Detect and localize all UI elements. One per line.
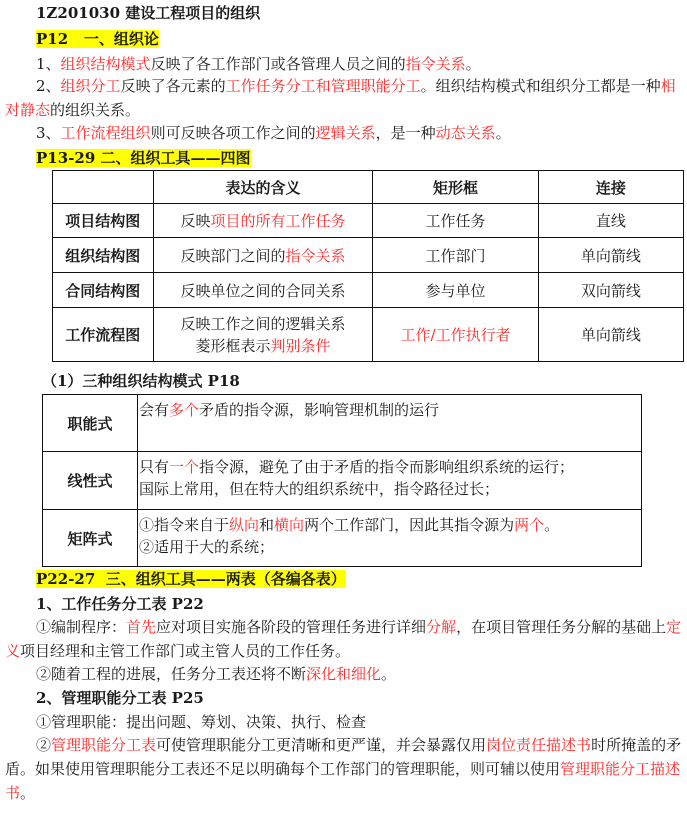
red-term: 组织结构模式 <box>60 55 151 73</box>
sub2-title: 2、管理职能分工表 P25 <box>36 689 204 707</box>
row-name: 组织结构图 <box>53 238 154 273</box>
row-box: 工作/工作执行者 <box>373 308 538 362</box>
meaning-text: 菱形框表示 <box>195 336 271 355</box>
modes-title: （1）三种组织结构模式 P18 <box>42 372 240 390</box>
item-text: 则可反映各项工作之间的 <box>150 124 316 142</box>
chapter-title: 建设工程项目的组织 <box>125 4 261 22</box>
red-term: 指令关系 <box>405 55 466 73</box>
mode-line: ②适用于大的系统； <box>139 538 275 556</box>
mode-text: 只有 <box>139 458 170 476</box>
table-row <box>53 308 684 362</box>
section2-title: 二、组织工具——四图 <box>100 149 251 167</box>
para-text: ② <box>36 736 52 754</box>
mode-description <box>138 510 642 567</box>
red-term: 深化和细化 <box>306 665 382 683</box>
table-row <box>43 452 642 510</box>
red-term: 定义 <box>5 618 682 660</box>
red-term: 动态关系 <box>435 124 496 142</box>
section1-title: 一、组织论 <box>83 30 159 48</box>
para-text: 。 <box>20 784 36 802</box>
red-term: 纵向 <box>229 516 260 534</box>
mode-text: 指令源，避免了由于矛盾的指令而影响组织系统的运行； <box>199 458 575 476</box>
section3-highlight <box>36 570 346 588</box>
mode-description <box>138 452 642 510</box>
para-text: ②随着工程的进展，任务分工表还将不断 <box>36 665 307 683</box>
red-term: 一个 <box>169 458 200 476</box>
para-text: ，在项目管理任务分解的基础上 <box>456 618 667 636</box>
four-diagrams-table <box>52 170 684 362</box>
row-meaning <box>153 204 373 238</box>
red-term: 工作任务分工和管理职能分工 <box>225 77 421 95</box>
mode-description <box>138 395 642 452</box>
row-meaning: 反映单位之间的合同关系 <box>153 273 373 308</box>
section3-heading <box>36 568 346 590</box>
mode-name: 职能式 <box>43 395 138 452</box>
meaning-text: 反映工作之间的逻辑关系 <box>180 314 346 333</box>
mode-line <box>139 456 641 478</box>
header-cell <box>53 171 154 204</box>
row-box: 参与单位 <box>373 273 538 308</box>
para-text: ①编制程序： <box>36 618 127 636</box>
item-prefix: 1、 <box>36 55 61 73</box>
red-term: 组织分工 <box>60 77 121 95</box>
mode-text: 和 <box>259 516 275 534</box>
section1-highlight <box>36 30 159 48</box>
header-cell: 连接 <box>538 171 683 204</box>
section2-page: P13-29 <box>36 149 96 167</box>
table-row <box>53 238 684 273</box>
meaning-text: 反映部门之间的 <box>180 246 286 265</box>
sub1-paragraph-1 <box>5 615 685 663</box>
red-term: 岗位责任描述书 <box>486 736 592 754</box>
red-term: 逻辑关系 <box>315 124 376 142</box>
row-link: 直线 <box>538 204 683 238</box>
row-box: 工作部门 <box>373 238 538 273</box>
table-row <box>43 395 642 452</box>
mode-line: 国际上常用，但在特大的组织系统中，指令路径过长； <box>139 480 500 498</box>
item-text: 。 <box>495 124 511 142</box>
section2-highlight <box>36 149 251 167</box>
table-row <box>53 204 684 238</box>
sub1-paragraph-2 <box>36 663 396 685</box>
mode-text: 。 <box>544 516 560 534</box>
mode-text: ①指令来自于 <box>139 516 230 534</box>
row-name: 工作流程图 <box>53 308 154 362</box>
red-term: 首先 <box>126 618 157 636</box>
row-link: 单向箭线 <box>538 308 683 362</box>
row-meaning <box>153 238 373 273</box>
sub1-title: 1、工作任务分工表 P22 <box>36 595 204 613</box>
section1-item-2 <box>5 74 685 122</box>
red-term: 分解 <box>426 618 457 636</box>
row-meaning <box>153 308 373 362</box>
table-row <box>43 510 642 567</box>
chapter-header <box>36 2 260 24</box>
row-name: 项目结构图 <box>53 204 154 238</box>
header-cell: 矩形框 <box>373 171 538 204</box>
red-term: 管理职能分工描述书 <box>5 760 681 802</box>
item-text: ，是一种 <box>375 124 436 142</box>
section1-item-1 <box>36 53 481 75</box>
row-link: 双向箭线 <box>538 273 683 308</box>
header-cell: 表达的含义 <box>153 171 373 204</box>
mode-name: 线性式 <box>43 452 138 510</box>
item-text: 。组织结构模式和组织分工都是一种 <box>420 77 661 95</box>
row-link: 单向箭线 <box>538 238 683 273</box>
chapter-code: 1Z201030 <box>36 4 121 22</box>
structure-modes-table <box>42 394 642 567</box>
red-term: 多个 <box>169 401 200 419</box>
sub2-paragraph-2 <box>5 733 685 805</box>
red-term: 管理职能分工表 <box>51 736 157 754</box>
row-name: 合同结构图 <box>53 273 154 308</box>
item-prefix: 3、 <box>36 124 61 142</box>
item-text: 。 <box>465 55 481 73</box>
para-text: 。 <box>381 665 397 683</box>
table-header-row <box>53 171 684 204</box>
red-term: 指令关系 <box>285 246 346 265</box>
meaning-text: 反映 <box>180 212 211 230</box>
mode-text: 会有 <box>139 401 170 419</box>
mode-line <box>139 514 641 536</box>
meaning-text <box>154 335 373 357</box>
section2-heading <box>36 147 251 169</box>
para-text: 应对项目实施各阶段的管理任务进行详细 <box>156 618 427 636</box>
sub2-paragraph-1: ①管理职能：提出问题、筹划、决策、执行、检查 <box>36 713 367 731</box>
table-row <box>53 273 684 308</box>
mode-name: 矩阵式 <box>43 510 138 567</box>
mode-text: 两个工作部门，因此其指令源为 <box>304 516 515 534</box>
item-prefix: 2、 <box>36 77 61 95</box>
mode-text: 矛盾的指令源，影响管理机制的运行 <box>199 401 440 419</box>
para-text: 可使管理职能分工更清晰和更严谨，并会暴露仅用 <box>156 736 487 754</box>
section1-item-3 <box>36 122 511 144</box>
red-term: 项目的所有工作任务 <box>210 212 346 230</box>
red-term: 工作流程组织 <box>60 124 151 142</box>
red-term: 相对静态 <box>5 77 676 119</box>
section1-heading <box>36 28 159 50</box>
section3-title: 三、组织工具——两表（各编各表） <box>105 570 346 588</box>
para-text: 项目经理和主管工作部门或主管人员的工作任务。 <box>20 642 351 660</box>
para-text: 时所掩盖的矛盾。如果使用管理职能分工表还不足以明确每个工作部门的管理职能，则可辅以使用 <box>5 736 682 778</box>
section1-page: P12 <box>36 30 69 48</box>
red-term: 判别条件 <box>270 336 331 355</box>
red-term: 横向 <box>274 516 305 534</box>
row-box: 工作任务 <box>373 204 538 238</box>
red-term: 两个 <box>514 516 545 534</box>
section3-page: P22-27 <box>36 570 96 588</box>
item-text: 反映了各元素的 <box>120 77 226 95</box>
item-text: 的组织关系。 <box>50 101 141 119</box>
item-text: 反映了各工作部门或各管理人员之间的 <box>150 55 406 73</box>
mode-line <box>139 399 641 421</box>
